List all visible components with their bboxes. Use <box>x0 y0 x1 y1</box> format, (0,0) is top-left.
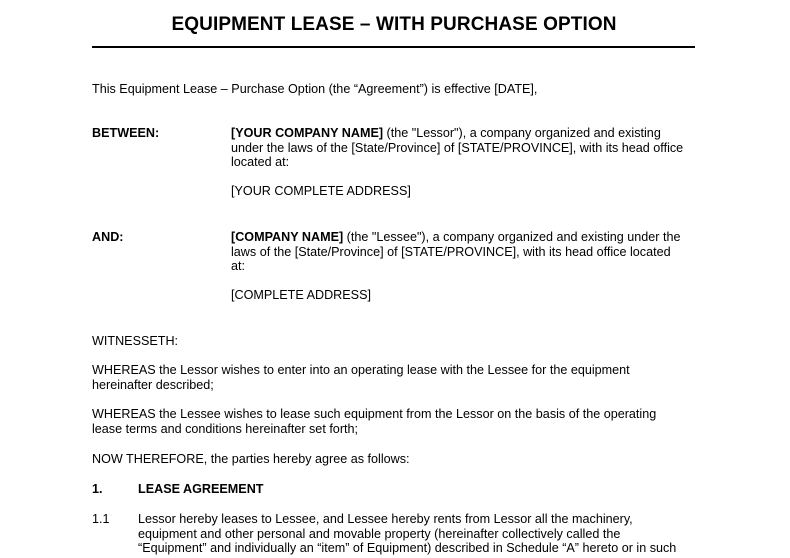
between-label: BETWEEN: <box>92 126 160 140</box>
clause-1-1-line-1: Lessor hereby leases to Lessee, and Lessee hereby rents from Lessor all the machinery, <box>138 512 633 526</box>
lessee-line-2: laws of the [State/Province] of [STATE/PROVINCE], with its head office located <box>231 244 671 259</box>
whereas-2-line-1: WHEREAS the Lessee wishes to lease such equipment from the Lessor on the basis of the operating <box>92 407 657 421</box>
lessee-line-3: at: <box>231 259 246 274</box>
lessee-address: [COMPLETE ADDRESS] <box>231 287 371 302</box>
whereas-1-line-2: hereinafter described; <box>92 377 214 392</box>
intro-paragraph: This Equipment Lease – Purchase Option (the “Agreement”) is effective [DATE], <box>92 82 538 96</box>
lessor-line-1-rest: (the "Lessor"), a company organized and existing <box>383 126 661 140</box>
lessor-block <box>231 126 711 198</box>
clause-1-1-line-3: “Equipment” and individually an “item” of Equipment) described in Schedule “A” hereto or in such <box>138 541 677 556</box>
whereas-paragraph-1 <box>92 363 712 392</box>
lessor-line-2: under the laws of the [State/Province] of [STATE/PROVINCE], with its head office <box>231 140 684 155</box>
lessor-line-1 <box>231 126 711 141</box>
lessee-line-1 <box>231 230 711 245</box>
witnesseth-heading: WITNESSETH: <box>92 334 179 348</box>
and-label: AND: <box>92 230 124 244</box>
clause-1-1-number: 1.1 <box>92 512 110 526</box>
title-underline <box>92 46 695 48</box>
clause-1-1-text <box>138 512 698 556</box>
whereas-paragraph-2 <box>92 407 712 436</box>
lessor-line-3: located at: <box>231 155 290 170</box>
lessee-line-1-rest: (the "Lessee"), a company organized and existing under the <box>343 230 681 244</box>
lessee-name: [COMPANY NAME] <box>231 230 344 244</box>
whereas-2-line-2: lease terms and conditions hereinafter set forth; <box>92 421 359 436</box>
whereas-1-line-1: WHEREAS the Lessor wishes to enter into an operating lease with the Lessee for the equipment <box>92 363 630 377</box>
section-1-title: LEASE AGREEMENT <box>138 482 264 496</box>
lessor-address: [YOUR COMPLETE ADDRESS] <box>231 183 411 198</box>
now-therefore-paragraph: NOW THEREFORE, the parties hereby agree as follows: <box>92 452 410 466</box>
lessor-name: [YOUR COMPANY NAME] <box>231 126 384 140</box>
clause-1-1-line-2: equipment and other personal and movable property (hereinafter collectively called the <box>138 526 621 541</box>
section-1-number: 1. <box>92 482 103 496</box>
document-title: EQUIPMENT LEASE – WITH PURCHASE OPTION <box>171 14 617 35</box>
lessee-block <box>231 230 711 302</box>
